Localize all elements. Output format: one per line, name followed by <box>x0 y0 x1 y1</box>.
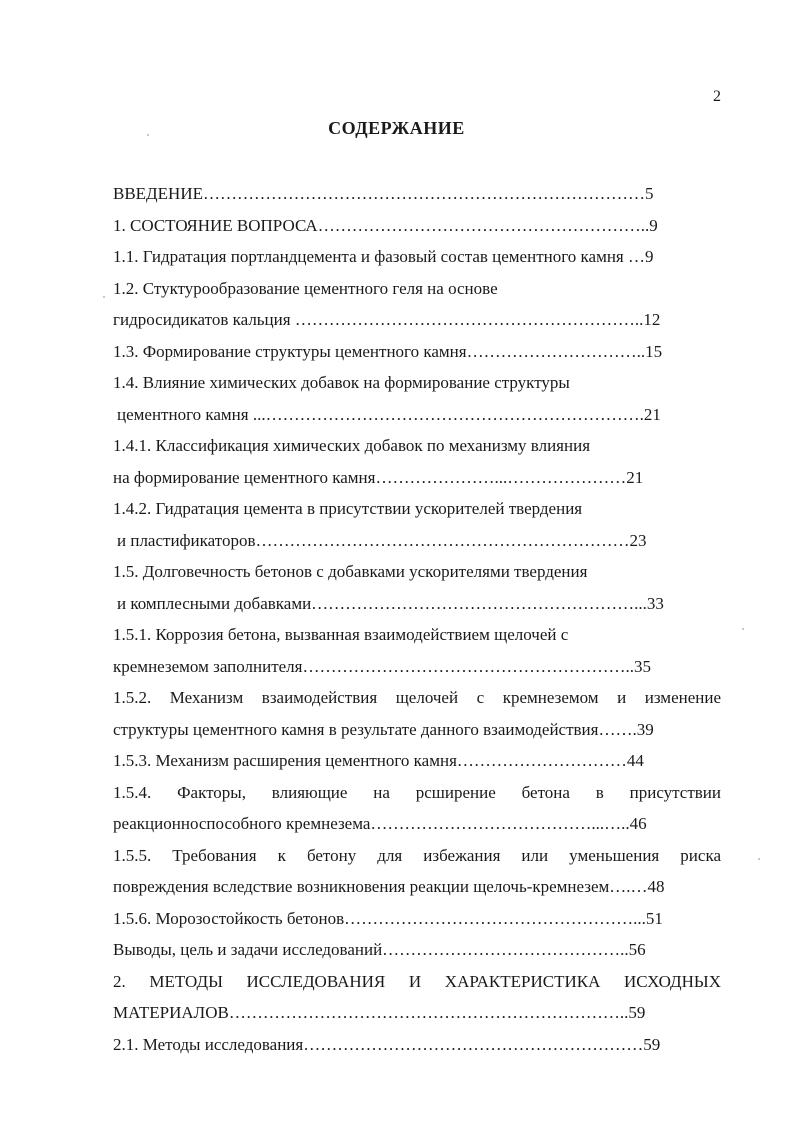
page-title: СОДЕРЖАНИЕ <box>328 118 465 138</box>
toc-entry: ВВЕДЕНИЕ……………………………………………………………………5 <box>113 184 654 203</box>
toc-entry: 1.5.1. Коррозия бетона, вызванная взаимодействием щелочей с <box>113 625 569 644</box>
toc-entry: повреждения вследствие возникновения реакции щелочь-кремнезем….…48 <box>113 877 665 896</box>
toc-entry: 1.4. Влияние химических добавок на формирование структуры <box>113 373 570 392</box>
toc-entry: Выводы, цель и задачи исследований……………………………………..56 <box>113 940 646 959</box>
toc-entry: гидросидикатов кальция ……………………………………………………..12 <box>113 310 661 329</box>
scan-speck <box>147 134 149 136</box>
toc-entry: 1.4.1. Классификация химических добавок по механизму влияния <box>113 436 591 455</box>
toc-entry: 1.1. Гидратация портландцемента и фазовый состав цементного камня …9 <box>113 247 654 266</box>
page-number: 2 <box>713 88 721 105</box>
toc-entry: МАТЕРИАЛОВ……………………………………………………………..59 <box>113 1003 646 1022</box>
toc-entry: 1.3. Формирование структуры цементного камня…………………………..15 <box>113 341 663 361</box>
toc-entry: 2. МЕТОДЫ ИССЛЕДОВАНИЯ И ХАРАКТЕРИСТИКА ИСХОДНЫХ <box>113 971 721 991</box>
toc-entry: 1.5.3. Механизм расширения цементного камня…………………………44 <box>113 751 644 770</box>
toc-entry: 1.5.2. Механизм взаимодействия щелочей с кремнеземом и изменение <box>113 688 721 707</box>
toc-entry: реакционноспособного кремнезема…………………………………...…..46 <box>113 814 647 833</box>
table-of-contents <box>113 178 721 1060</box>
toc-entry: и пластификаторов…………………………………………………………23 <box>117 530 647 550</box>
toc-entry: 2.1. Методы исследования……………………………………………………59 <box>113 1034 661 1054</box>
toc-entry: 1.5.5. Требования к бетону для избежания или уменьшения риска <box>113 845 721 865</box>
toc-entry: цементного камня ...………………………………………………………….21 <box>117 404 661 424</box>
toc-entry: на формирование цементного камня…………………...…………………21 <box>113 467 644 487</box>
toc-entry: кремнеземом заполнителя…………………………………………………..35 <box>113 656 651 676</box>
toc-entry: 1.5.4. Факторы, влияющие на рсширение бетона в присутствии <box>113 782 721 802</box>
toc-entry: 1.4.2. Гидратация цемента в присутствии ускорителей твердения <box>113 499 583 518</box>
scan-speck <box>758 858 760 860</box>
scan-speck <box>103 296 105 298</box>
toc-entry: 1.5. Долговечность бетонов с добавками ускорителями твердения <box>113 562 588 581</box>
scan-speck <box>742 628 744 630</box>
toc-entry: структуры цементного камня в результате данного взаимодействия…….39 <box>113 719 654 739</box>
toc-entry: 1. СОСТОЯНИЕ ВОПРОСА…………………………………………………..9 <box>113 215 658 235</box>
toc-entry: 1.2. Стуктурообразование цементного геля на основе <box>113 278 498 298</box>
toc-entry: 1.5.6. Морозостойкость бетонов……………………………………………...51 <box>113 908 663 928</box>
toc-entry: и комплесными добавками…………………………………………………...33 <box>117 593 664 613</box>
